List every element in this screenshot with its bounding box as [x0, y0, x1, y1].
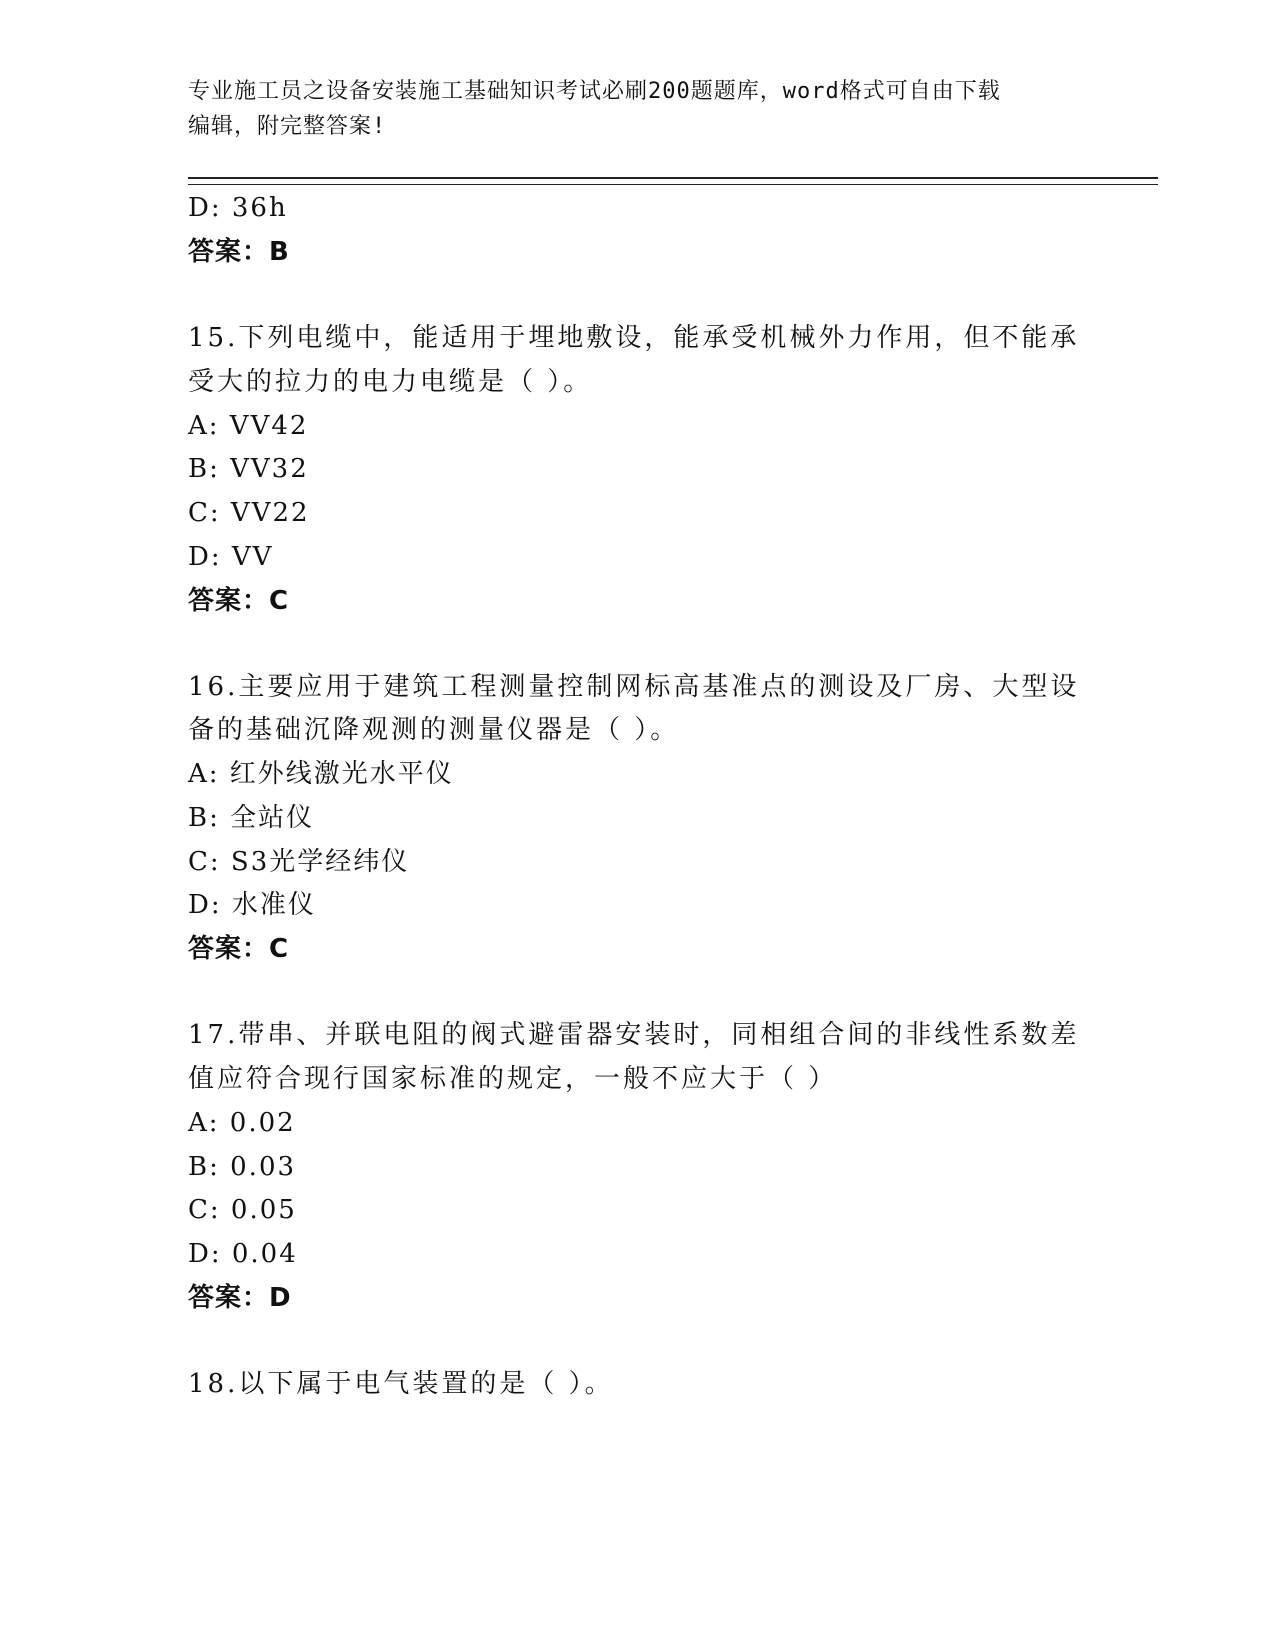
- question-text-line-2: 受大的拉力的电力电缆是（ ）。: [188, 367, 593, 397]
- option-d: D: 0.04: [188, 1239, 298, 1269]
- header-title-line-2: 编辑，附完整答案!: [188, 114, 387, 139]
- option-b: B: VV32: [188, 454, 309, 484]
- header-divider-thin: [188, 184, 1158, 185]
- option-c: C: S3光学经纬仪: [188, 847, 410, 877]
- question-text-line-1: 15.下列电缆中，能适用于埋地敷设，能承受机械外力作用，但不能承: [188, 323, 1080, 353]
- answer: 答案：C: [188, 586, 290, 616]
- option-a: A: 0.02: [188, 1108, 296, 1138]
- document-header: [188, 74, 1078, 144]
- question-text-line-2: 备的基础沉降观测的测量仪器是（ ）。: [188, 715, 680, 745]
- answer: 答案：C: [188, 934, 290, 964]
- option-d: D: 水准仪: [188, 890, 316, 920]
- header-title-line-1: 专业施工员之设备安装施工基础知识考试必刷200题题库，word格式可自由下载: [188, 79, 1001, 104]
- option-d: D: VV: [188, 542, 274, 572]
- option-a: A: VV42: [188, 411, 309, 441]
- option-c: C: VV22: [188, 498, 310, 528]
- prev-option-d: D: 36h: [188, 193, 288, 223]
- option-b: B: 0.03: [188, 1152, 297, 1182]
- option-a: A: 红外线激光水平仪: [188, 759, 454, 789]
- header-divider-thick: [188, 177, 1158, 179]
- prev-answer: 答案：B: [188, 237, 290, 267]
- question-text-line-1: 16.主要应用于建筑工程测量控制网标高基准点的测设及厂房、大型设: [188, 672, 1080, 702]
- question-text-line-1: 17.带串、并联电阻的阀式避雷器安装时，同相组合间的非线性系数差: [188, 1020, 1080, 1050]
- question-text-line-1: 18.以下属于电气装置的是（ ）。: [188, 1369, 614, 1399]
- option-b: B: 全站仪: [188, 803, 315, 833]
- option-c: C: 0.05: [188, 1195, 297, 1225]
- answer: 答案：D: [188, 1283, 292, 1313]
- question-text-line-2: 值应符合现行国家标准的规定，一般不应大于（ ）: [188, 1064, 838, 1094]
